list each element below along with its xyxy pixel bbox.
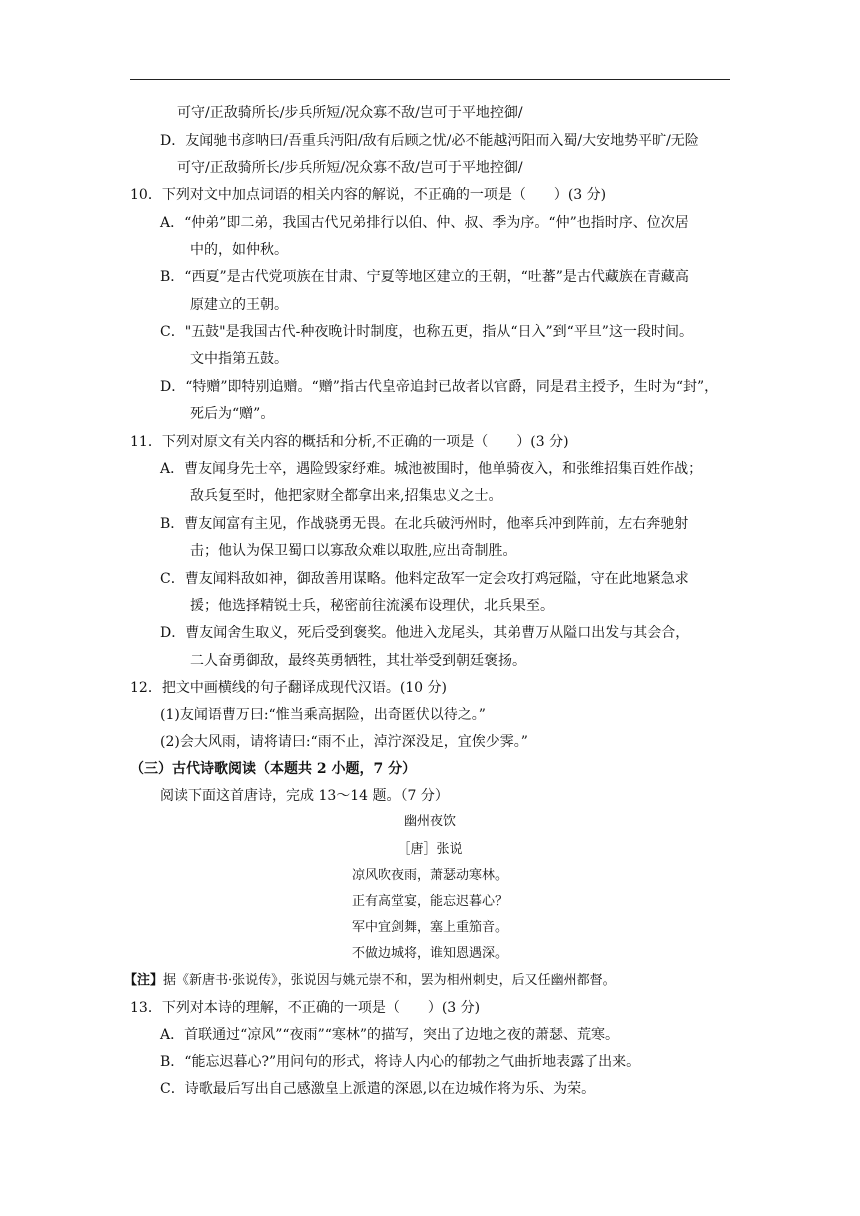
q13-option-c: C．诗歌最后写出自己感激皇上派遣的深恩,以在边城作将为乐、为荣。 bbox=[160, 1081, 596, 1097]
q11-option-c-line2: 援；他选择精锐士兵，秘密前往流溪布设理伏，北兵果至。 bbox=[190, 598, 554, 614]
question-11-stem: 11．下列对原文有关内容的概括和分析,不正确的一项是（ ）(3 分) bbox=[130, 434, 569, 450]
poem-line-2: 正有高堂宴，能忘迟暮心？ bbox=[351, 894, 508, 909]
prev-option-d-line1: D．友闻驰书彦呐曰/吾重兵沔阳/敌有后顾之忧/必不能越沔阳而入蜀/大安地势平旷/无险 bbox=[160, 133, 699, 149]
q11-option-c-line1: C．曹友闻料敌如神，御敌善用谋略。他料定敌军一定会攻打鸡冠隘，守在此地紧急求 bbox=[160, 571, 689, 587]
q11-option-a-line2: 敌兵复至时，他把家财全都拿出来,招集忠义之士。 bbox=[190, 488, 503, 504]
q10-option-a-line2: 中的，如仲秋。 bbox=[190, 242, 288, 258]
q12-sentence-1: (1)友闻语曹万曰:“惟当乘高据险，出奇匿伏以待之。” bbox=[160, 707, 486, 723]
q10-option-a-line1: A．“仲弟”即二弟，我国古代兄弟排行以伯、仲、叔、季为序。“仲”也指时序、位次居 bbox=[160, 215, 689, 231]
poem-note-label: 【注】 bbox=[124, 973, 164, 988]
q13-option-a: A．首联通过“凉风”“夜雨”“寒林”的描写，突出了边地之夜的萧瑟、荒寒。 bbox=[160, 1027, 620, 1043]
q11-option-d-line2: 二人奋勇御敌，最终英勇牺牲，其壮举受到朝廷褒扬。 bbox=[190, 653, 526, 669]
q10-option-b-line2: 原建立的王朝。 bbox=[190, 297, 288, 313]
q10-option-d-line2: 死后为“赠”。 bbox=[190, 406, 275, 422]
poem-line-1: 凉风吹夜雨，萧瑟动寒林。 bbox=[351, 868, 508, 883]
q10-option-c-line1: C．"五鼓"是我国古代-种夜晚计时制度，也称五更，指从“日入”到“平旦”这一段时间。 bbox=[160, 324, 693, 340]
poem-line-4: 不做边城将，谁知恩遇深。 bbox=[351, 946, 508, 961]
poem-line-3: 军中宜剑舞，塞上重笳音。 bbox=[351, 920, 508, 935]
question-12-stem: 12．把文中画横线的句子翻译成现代汉语。(10 分) bbox=[130, 680, 448, 696]
q13-option-b: B．“能忘迟暮心?”用问句的形式，将诗人内心的郁勃之气曲折地表露了出来。 bbox=[160, 1054, 641, 1070]
question-13-stem: 13．下列对本诗的理解，不正确的一项是（ ）(3 分) bbox=[130, 1000, 481, 1016]
poem-note bbox=[124, 972, 616, 990]
q11-option-d-line1: D．曹友闻舍生取义，死后受到褒奖。他进入龙尾头，其弟曹万从隘口出发与其会合， bbox=[160, 625, 690, 641]
q11-option-b-line1: B．曹友闻富有主见，作战骁勇无畏。在北兵破沔州时，他率兵冲到阵前，左右奔驰射 bbox=[160, 516, 689, 532]
prev-option-d-line2: 可守/正敌骑所长/步兵所短/况众寡不敌/岂可于平地控御/ bbox=[177, 160, 523, 176]
section-3-heading: （三）古代诗歌阅读（本题共 2 小题，7 分） bbox=[130, 761, 417, 777]
question-10-stem: 10．下列对文中加点词语的相关内容的解说，不正确的一项是（ ）(3 分) bbox=[130, 187, 607, 203]
q10-option-d-line1: D．“特赠”即特别追赠。“赠”指古代皇帝追封已故者以官爵，同是君主授予，生时为“封”， bbox=[160, 379, 719, 395]
q12-sentence-2: (2)会大风雨，请将请曰:“雨不止，淖泞深没足，宜俟少霁。” bbox=[160, 734, 528, 750]
q10-option-b-line1: B．“西夏”是古代党项族在甘肃、宁夏等地区建立的王朝，“吐蕃”是古代藏族在青藏高 bbox=[160, 269, 689, 285]
poem-author: ［唐］张说 bbox=[397, 842, 463, 857]
prev-option-c-tail: 可守/正敌骑所长/步兵所短/况众寡不敌/岂可于平地控御/ bbox=[177, 105, 523, 121]
q10-option-c-line2: 文中指第五鼓。 bbox=[190, 351, 288, 367]
header-rule bbox=[130, 79, 730, 80]
q11-option-b-line2: 击；他认为保卫蜀口以寡敌众难以取胜,应出奇制胜。 bbox=[190, 543, 517, 559]
poem-title: 幽州夜饮 bbox=[403, 814, 456, 829]
poem-note-text: 据《新唐书·张说传》，张说因与姚元崇不和，罢为相州刺史，后又任幽州都督。 bbox=[163, 973, 616, 988]
section-3-intro: 阅读下面这首唐诗，完成 13～14 题。（7 分） bbox=[160, 788, 449, 804]
q11-option-a-line1: A．曹友闻身先士卒，遇险毁家纾难。城池被围时，他单骑夜入，和张维招集百姓作战； bbox=[160, 461, 703, 477]
